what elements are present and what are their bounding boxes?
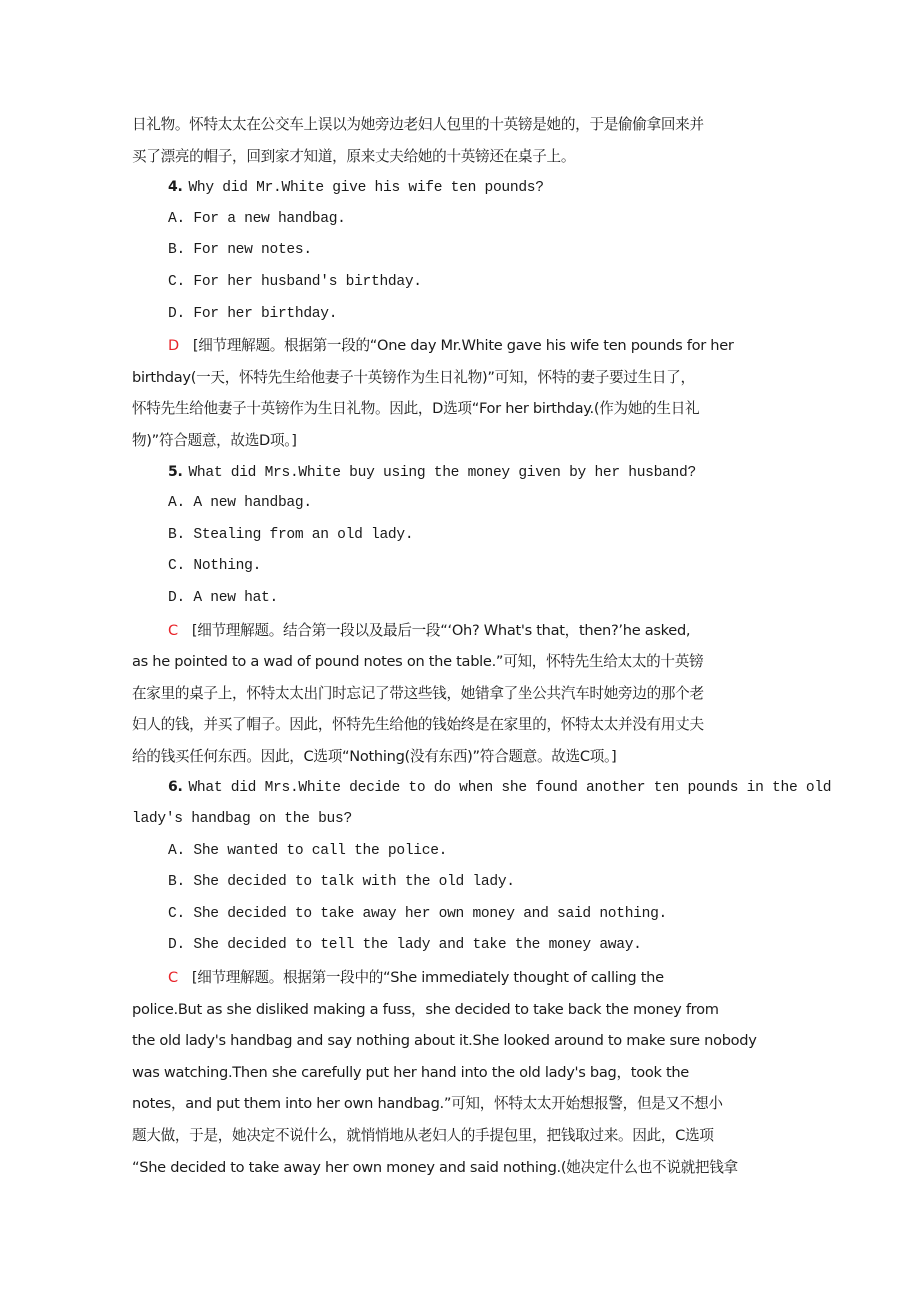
explanation-line: [132, 615, 812, 647]
intro-line: 日礼物。怀特太太在公交车上误以为她旁边老妇人包里的十英镑是她的，于是偷偷拿回来并: [132, 116, 704, 133]
explanation-line: birthday(一天，怀特先生给他妻子十英镑作为生日礼物)”可知，怀特的妻子要过生日了，: [132, 368, 695, 386]
explanation-line: 在家里的桌子上，怀特太太出门时忘记了带这些钱，她错拿了坐公共汽车时她旁边的那个老: [132, 684, 704, 702]
answer-letter: D: [168, 338, 179, 355]
option-a: A. She wanted to call the police.: [168, 842, 448, 859]
explanation-line: “She decided to take away her own money and said nothing.(她决定什么也不说就把钱拿: [132, 1158, 738, 1176]
explanation-line: as he pointed to a wad of pound notes on the table.”可知，怀特先生给太太的十英镑: [132, 653, 704, 671]
question-4: [132, 172, 812, 204]
explanation-line: 题大做，于是，她决定不说什么，就悄悄地从老妇人的手提包里，把钱取过来。因此，C选项: [132, 1127, 714, 1144]
question-text: Why did Mr.White give his wife ten pounds?: [188, 180, 544, 197]
option-a: A. For a new handbag.: [168, 210, 346, 227]
answer-letter: C: [168, 622, 178, 639]
explanation-line: notes，and put them into her own handbag.”可知，怀特太太开始想报警，但是又不想小: [132, 1095, 723, 1113]
explanation-line: [132, 330, 812, 362]
option-b: B. Stealing from an old lady.: [168, 526, 414, 543]
option-b: B. For new notes.: [168, 242, 312, 259]
explanation-text: [细节理解题。根据第一段中的“She immediately thought of calling the: [191, 969, 664, 987]
explanation-line: the old lady's handbag and say nothing about it.She looked around to make sure nobody: [132, 1032, 757, 1050]
option-d: D. A new hat.: [168, 589, 278, 606]
question-text: What did Mrs.White decide to do when she found another ten pounds in the old: [188, 780, 832, 797]
explanation-line: was watching.Then she carefully put her hand into the old lady's bag，took the: [132, 1063, 689, 1081]
option-c: C. She decided to take away her own money and said nothing.: [168, 905, 668, 922]
intro-line: 买了漂亮的帽子，回到家才知道，原来丈夫给她的十英镑还在桌子上。: [132, 147, 576, 165]
question-number: 5.: [168, 463, 183, 480]
explanation-line: 给的钱买任何东西。因此，C选项“Nothing(没有东西)”符合题意。故选C项。]: [132, 747, 617, 765]
document-page: [132, 109, 832, 1183]
question-5: [132, 457, 812, 489]
option-c: C. Nothing.: [168, 558, 262, 575]
question-6: [132, 772, 832, 804]
question-number: 6.: [168, 779, 183, 796]
answer-letter: C: [168, 970, 178, 987]
question-text-continued: lady's handbag on the bus?: [132, 811, 352, 828]
explanation-line: police.But as she disliked making a fuss，she decided to take back the money from: [132, 1000, 719, 1018]
explanation-line: [132, 962, 812, 994]
option-d: D. She decided to tell the lady and take the money away.: [168, 937, 642, 954]
option-d: D. For her birthday.: [168, 305, 338, 322]
option-b: B. She decided to talk with the old lady.: [168, 874, 515, 891]
explanation-line: 怀特先生给他妻子十英镑作为生日礼物。因此，D选项“For her birthday.(作为她的生日礼: [132, 400, 700, 418]
option-c: C. For her husband's birthday.: [168, 273, 422, 290]
option-a: A. A new handbag.: [168, 495, 312, 512]
question-text: What did Mrs.White buy using the money given by her husband?: [188, 464, 696, 481]
explanation-text: [细节理解题。根据第一段的“One day Mr.White gave his wife ten pounds for her: [192, 337, 734, 355]
question-number: 4.: [168, 179, 183, 196]
explanation-line: 物)”符合题意，故选D项。]: [132, 431, 297, 449]
explanation-text: [细节理解题。结合第一段以及最后一段“‘Oh? What's that，then?’he asked,: [191, 621, 691, 639]
explanation-line: 妇人的钱，并买了帽子。因此，怀特先生给他的钱始终是在家里的，怀特太太并没有用丈夫: [132, 716, 704, 734]
